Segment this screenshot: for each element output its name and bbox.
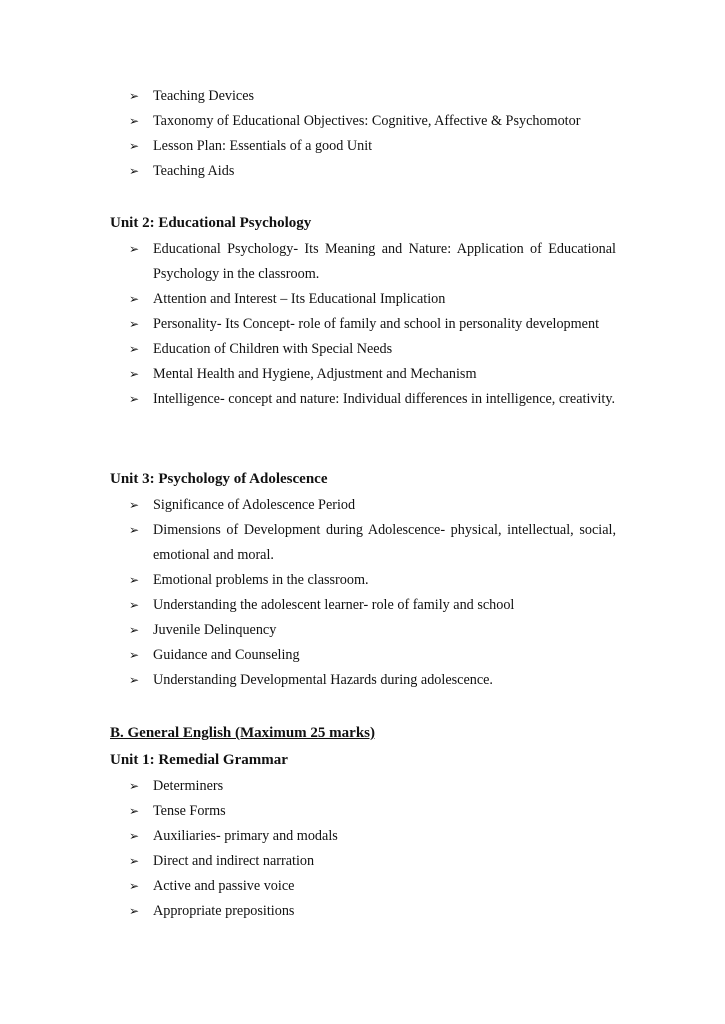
list-item: ➢ Teaching Aids: [0, 159, 616, 184]
list-item: ➢ Dimensions of Development during Adolescence- physical, intellectual, social, emotional and moral.: [0, 518, 616, 568]
list-item: ➢ Determiners: [0, 774, 616, 799]
list-item: ➢ Lesson Plan: Essentials of a good Unit: [0, 134, 616, 159]
arrow-bullet-icon: ➢: [129, 139, 140, 153]
intro-bullet-list: [0, 84, 725, 184]
arrow-bullet-icon: ➢: [129, 673, 140, 687]
list-item: ➢ Appropriate prepositions: [0, 899, 616, 924]
arrow-bullet-icon: ➢: [129, 342, 140, 356]
arrow-bullet-icon: ➢: [129, 392, 140, 406]
list-item: ➢ Guidance and Counseling: [0, 643, 616, 668]
arrow-bullet-icon: ➢: [129, 854, 140, 868]
arrow-bullet-icon: ➢: [129, 779, 140, 793]
list-item: ➢ Understanding the adolescent learner- role of family and school: [0, 593, 616, 618]
unit3-heading: Unit 3: Psychology of Adolescence: [110, 471, 328, 487]
list-item: ➢ Understanding Developmental Hazards during adolescence.: [0, 668, 616, 693]
arrow-bullet-icon: ➢: [129, 114, 140, 128]
arrow-bullet-icon: ➢: [129, 573, 140, 587]
list-item: ➢ Education of Children with Special Needs: [0, 337, 616, 362]
arrow-bullet-icon: ➢: [129, 292, 140, 306]
unit3-bullet-list: [0, 493, 725, 693]
list-item: ➢ Auxiliaries- primary and modals: [0, 824, 616, 849]
list-item: ➢ Mental Health and Hygiene, Adjustment and Mechanism: [0, 362, 616, 387]
arrow-bullet-icon: ➢: [129, 804, 140, 818]
unit1-bullet-list: [0, 774, 725, 924]
list-item: ➢ Juvenile Delinquency: [0, 618, 616, 643]
list-item: ➢ Personality- Its Concept- role of family and school in personality development: [0, 312, 616, 337]
unit1-heading: Unit 1: Remedial Grammar: [110, 752, 288, 768]
list-item: ➢ Emotional problems in the classroom.: [0, 568, 616, 593]
arrow-bullet-icon: ➢: [129, 829, 140, 843]
arrow-bullet-icon: ➢: [129, 367, 140, 381]
arrow-bullet-icon: ➢: [129, 523, 140, 537]
arrow-bullet-icon: ➢: [129, 164, 140, 178]
arrow-bullet-icon: ➢: [129, 89, 140, 103]
list-item: ➢ Teaching Devices: [0, 84, 616, 109]
list-item: ➢ Tense Forms: [0, 799, 616, 824]
arrow-bullet-icon: ➢: [129, 598, 140, 612]
arrow-bullet-icon: ➢: [129, 648, 140, 662]
list-item: ➢ Active and passive voice: [0, 874, 616, 899]
list-item: ➢ Significance of Adolescence Period: [0, 493, 616, 518]
list-item: ➢ Taxonomy of Educational Objectives: Cognitive, Affective & Psychomotor: [0, 109, 616, 134]
unit2-bullet-list: [0, 237, 725, 412]
list-item: ➢ Attention and Interest – Its Educational Implication: [0, 287, 616, 312]
arrow-bullet-icon: ➢: [129, 317, 140, 331]
section-b-heading: B. General English (Maximum 25 marks): [110, 725, 375, 741]
arrow-bullet-icon: ➢: [129, 242, 140, 256]
list-item: ➢ Direct and indirect narration: [0, 849, 616, 874]
list-item: ➢ Educational Psychology- Its Meaning and Nature: Application of Educational Psychology in the classroom.: [0, 237, 616, 287]
arrow-bullet-icon: ➢: [129, 879, 140, 893]
list-item: ➢ Intelligence- concept and nature: Individual differences in intelligence, creativity.: [0, 387, 616, 412]
arrow-bullet-icon: ➢: [129, 498, 140, 512]
unit2-heading: Unit 2: Educational Psychology: [110, 215, 312, 231]
arrow-bullet-icon: ➢: [129, 623, 140, 637]
arrow-bullet-icon: ➢: [129, 904, 140, 918]
